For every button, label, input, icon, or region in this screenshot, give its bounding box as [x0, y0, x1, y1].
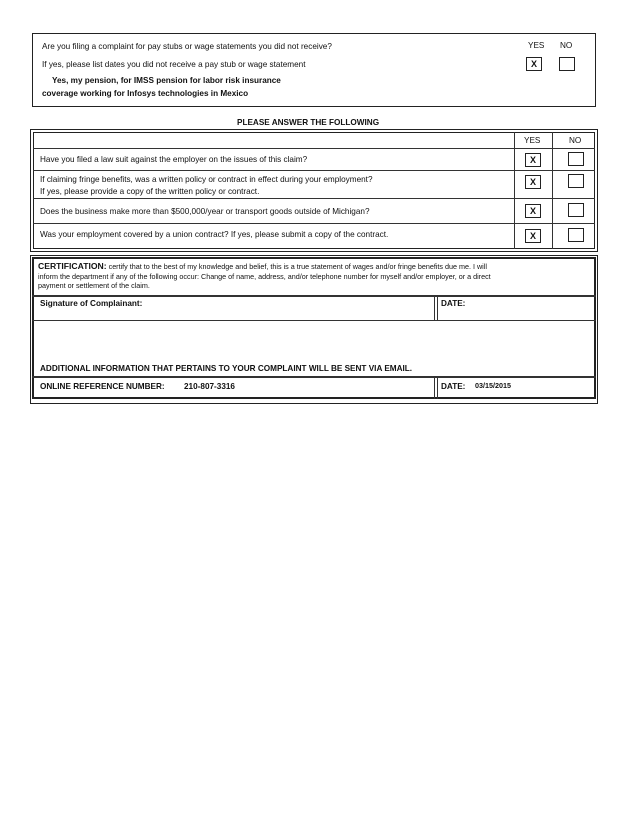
fringe-benefits-no-checkbox[interactable] [568, 174, 584, 188]
business-size-no-checkbox[interactable] [568, 203, 584, 217]
lawsuit-no-checkbox[interactable] [568, 152, 584, 166]
reference-divider [32, 376, 596, 378]
pay-stub-yes-checkbox[interactable]: X [526, 57, 542, 71]
reference-date-value: 03/15/2015 [475, 381, 511, 390]
row-divider [33, 170, 595, 171]
pay-stub-question: Are you filing a complaint for pay stubs or wage statements you did not receive? [42, 42, 332, 51]
pay-stub-no-checkbox[interactable] [559, 57, 575, 71]
table-no-header: NO [569, 136, 582, 145]
signature-date-divider [437, 296, 438, 320]
certification-text-line-3: payment or settlement of the claim. [38, 281, 150, 290]
question-fringe-benefits: If claiming fringe benefits, was a written policy or contract in effect during your employment? [40, 175, 373, 184]
yes-column-header: YES [528, 41, 545, 50]
question-union-contract: Was your employment covered by a union contract? If yes, please submit a copy of the contract. [40, 230, 389, 239]
certification-text-line-2: inform the department if any of the following occur: Change of name, address, and/or telephone number for myself and/or employer, or a direct [38, 271, 491, 281]
yes-column-divider [514, 132, 515, 249]
certification-label: CERTIFICATION: [38, 261, 107, 271]
no-column-divider [552, 132, 553, 249]
union-contract-no-checkbox[interactable] [568, 228, 584, 242]
business-size-yes-checkbox[interactable]: X [525, 204, 541, 218]
question-business-size: Does the business make more than $500,000/year or transport goods outside of Michigan? [40, 207, 370, 216]
fringe-benefits-yes-checkbox[interactable]: X [525, 175, 541, 189]
question-lawsuit: Have you filed a law suit against the employer on the issues of this claim? [40, 155, 308, 164]
reference-number-value: 210-807-3316 [184, 382, 235, 391]
section-heading: PLEASE ANSWER THE FOLLOWING [237, 118, 380, 127]
signature-divider-bottom [32, 320, 596, 321]
union-contract-yes-checkbox[interactable]: X [525, 229, 541, 243]
table-yes-header: YES [524, 136, 541, 145]
reference-number-label: ONLINE REFERENCE NUMBER: [40, 382, 165, 391]
question-fringe-benefits-note: If yes, please provide a copy of the written policy or contract. [40, 187, 260, 196]
answer-line-1: Yes, my pension, for IMSS pension for labor risk insurance [52, 76, 281, 85]
row-divider [33, 223, 595, 224]
row-divider [33, 198, 595, 199]
missing-dates-question: If yes, please list dates you did not receive a pay stub or wage statement [42, 60, 306, 69]
date-label: DATE: [441, 299, 466, 308]
reference-date-divider [437, 377, 438, 399]
certification-text [38, 262, 590, 291]
signature-label: Signature of Complainant: [40, 299, 143, 308]
certification-text-line-1: certify that to the best of my knowledge and belief, this is a true statement of wages and/or fringe benefits due me. I will [108, 262, 487, 271]
answer-line-2: coverage working for Infosys technologies in Mexico [42, 89, 249, 98]
signature-date-divider [434, 296, 435, 320]
row-divider [33, 148, 595, 149]
lawsuit-yes-checkbox[interactable]: X [525, 153, 541, 167]
reference-date-divider [434, 377, 435, 399]
additional-info-notice: ADDITIONAL INFORMATION THAT PERTAINS TO YOUR COMPLAINT WILL BE SENT VIA EMAIL. [40, 364, 413, 373]
no-column-header: NO [560, 41, 573, 50]
signature-field[interactable] [160, 297, 430, 317]
date-field[interactable] [475, 297, 590, 317]
reference-date-label: DATE: [441, 382, 466, 391]
